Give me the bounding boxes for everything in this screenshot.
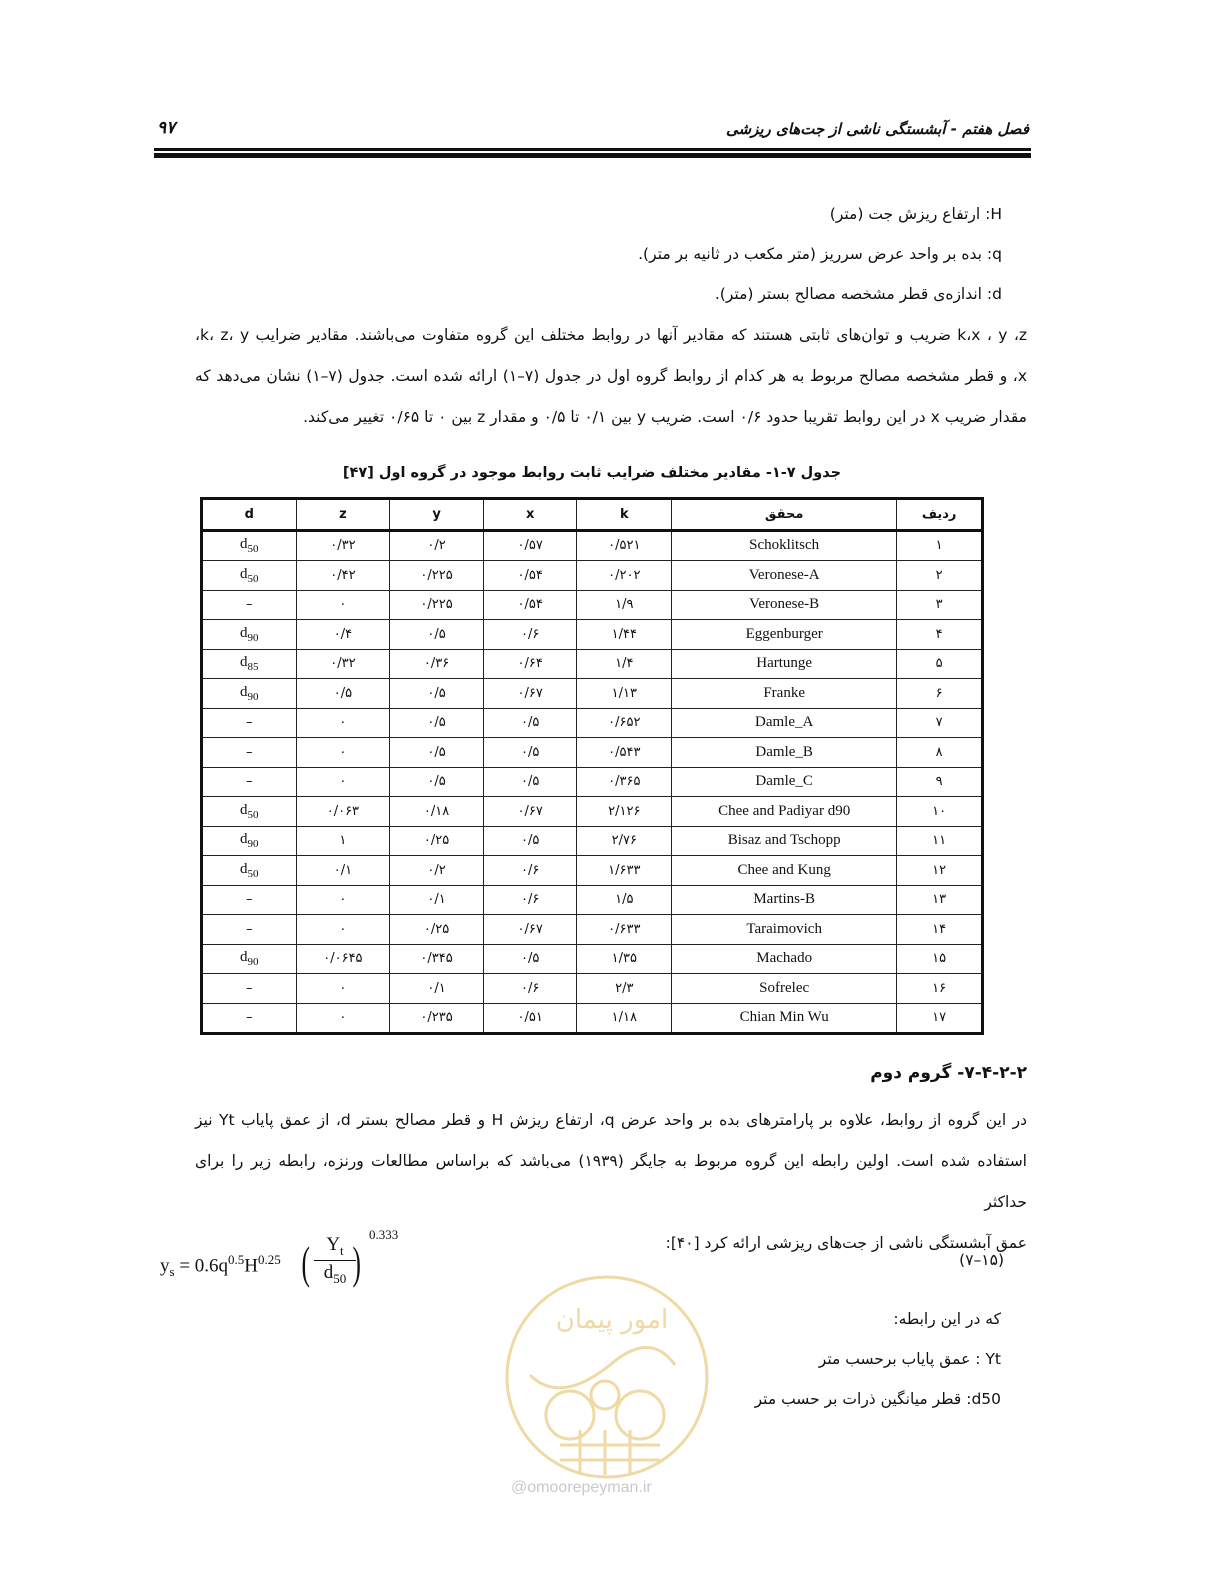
cell-d	[202, 530, 297, 561]
cell-row-number: ۱۳	[897, 885, 983, 915]
fraction-bar	[314, 1260, 356, 1261]
cell-x: ۰/۵۴	[483, 561, 577, 591]
cell-z: ۰	[296, 915, 390, 945]
d-subscript: 90	[247, 631, 259, 644]
cell-d	[202, 944, 297, 974]
coefficients-table	[200, 497, 984, 1035]
cell-researcher: Bisaz and Tschopp	[672, 826, 897, 856]
cell-z: ۰/۰۶۴۵	[296, 944, 390, 974]
cell-z: ۰/۳۲	[296, 649, 390, 679]
cell-row-number: ۱۱	[897, 826, 983, 856]
watermark-gear-left	[546, 1391, 594, 1439]
cell-row-number: ۷	[897, 708, 983, 738]
paragraph-1-line-3: مقدار ضریب x در این روابط تقریبا حدود ۰/۶ است. ضریب y بین ۰/۱ تا ۰/۵ و مقدار z بین ۰ تا ۰/۶۵ تغییر می‌کند.	[303, 408, 1027, 426]
table-row	[202, 590, 983, 620]
cell-d	[202, 826, 297, 856]
paragraph-2-line-1: در این گروه از روابط، علاوه بر پارامترهای بده بر واحد عرض q، ارتفاع ریزش H و قطر مصالح بستر d، از عمق پایاب Yt نیز	[195, 1111, 1027, 1129]
cell-k: ۰/۵۲۱	[577, 530, 672, 561]
watermark-logo-text: امور پیمان	[555, 1305, 669, 1335]
cell-x: ۰/۵	[483, 738, 577, 768]
cell-k: ۰/۲۰۲	[577, 561, 672, 591]
d-symbol: d	[240, 831, 248, 848]
cell-row-number: ۴	[897, 620, 983, 650]
where-intro: که در این رابطه:	[893, 1310, 1001, 1328]
cell-y: ۰/۱	[390, 885, 484, 915]
den-var: d	[323, 1261, 334, 1283]
cell-x: ۰/۵	[483, 944, 577, 974]
cell-y: ۰/۲۵	[390, 826, 484, 856]
cell-researcher: Sofrelec	[672, 974, 897, 1004]
paragraph-1	[195, 315, 1027, 438]
header-researcher: محقق	[672, 499, 897, 531]
table-row	[202, 649, 983, 679]
cell-researcher: Machado	[672, 944, 897, 974]
cell-z: ۰/۰۶۳	[296, 797, 390, 827]
cell-y: ۰/۵	[390, 620, 484, 650]
cell-d: –	[202, 974, 297, 1004]
d-symbol: d	[240, 624, 248, 641]
cell-researcher: Hartunge	[672, 649, 897, 679]
fraction-denominator	[312, 1262, 358, 1287]
cell-x: ۰/۶۷	[483, 797, 577, 827]
cell-d	[202, 856, 297, 886]
fraction-numerator	[312, 1234, 358, 1259]
cell-d: –	[202, 767, 297, 797]
cell-z: ۱	[296, 826, 390, 856]
cell-d: –	[202, 590, 297, 620]
cell-x: ۰/۶۷	[483, 679, 577, 709]
cell-x: ۰/۶۴	[483, 649, 577, 679]
cell-row-number: ۶	[897, 679, 983, 709]
cell-z: ۰/۴۲	[296, 561, 390, 591]
cell-d: –	[202, 885, 297, 915]
watermark-gear-center	[591, 1381, 619, 1409]
cell-y: ۰/۵	[390, 767, 484, 797]
d-symbol: d	[240, 565, 248, 582]
cell-researcher: Eggenburger	[672, 620, 897, 650]
cell-y: ۰/۲۵	[390, 915, 484, 945]
formula-lhs	[160, 1252, 281, 1280]
cell-y: ۰/۲	[390, 856, 484, 886]
definition-d: d: اندازه‌ی قطر مشخصه مصالح بستر (متر).	[714, 285, 1002, 303]
cell-d: –	[202, 738, 297, 768]
table-row	[202, 944, 983, 974]
cell-researcher: Damle_A	[672, 708, 897, 738]
cell-k: ۰/۵۴۳	[577, 738, 672, 768]
table-row	[202, 856, 983, 886]
cell-researcher: Taraimovich	[672, 915, 897, 945]
d-symbol: d	[240, 654, 248, 671]
equation-number: (۷–۱۵)	[959, 1251, 1004, 1269]
cell-row-number: ۱۰	[897, 797, 983, 827]
cell-row-number: ۱۵	[897, 944, 983, 974]
cell-x: ۰/۵۴	[483, 590, 577, 620]
cell-d	[202, 649, 297, 679]
cell-z: ۰	[296, 1003, 390, 1034]
cell-y: ۰/۲۲۵	[390, 561, 484, 591]
cell-z: ۰	[296, 590, 390, 620]
cell-y: ۰/۱۸	[390, 797, 484, 827]
cell-k: ۱/۴	[577, 649, 672, 679]
d-subscript: 50	[247, 867, 259, 880]
cell-z: ۰/۱	[296, 856, 390, 886]
cell-row-number: ۵	[897, 649, 983, 679]
cell-x: ۰/۶	[483, 856, 577, 886]
cell-z: ۰/۳۲	[296, 530, 390, 561]
lhs-sub: s	[169, 1264, 175, 1280]
q-exponent: 0.5	[228, 1252, 245, 1267]
cell-x: ۰/۶	[483, 620, 577, 650]
table-row	[202, 826, 983, 856]
paragraph-2-line-2: استفاده شده است. اولین رابطه این گروه مربوط به جایگر (۱۹۳۹) می‌باشد که براساس مطالعات ورنزه، رابطه زیر را برای حداکثر	[195, 1152, 1027, 1211]
cell-y: ۰/۵	[390, 679, 484, 709]
cell-x: ۰/۶	[483, 885, 577, 915]
table-row	[202, 1003, 983, 1034]
header-d: d	[202, 499, 297, 531]
table-row	[202, 974, 983, 1004]
cell-k: ۱/۳۵	[577, 944, 672, 974]
table-row	[202, 915, 983, 945]
table-caption: جدول ۷-۱- مقادیر مختلف ضرایب ثابت روابط موجود در گروه اول [۴۷]	[342, 465, 842, 481]
left-paren: (	[301, 1237, 310, 1288]
cell-k: ۱/۱۸	[577, 1003, 672, 1034]
cell-d	[202, 797, 297, 827]
header-rule-thick	[154, 153, 1031, 158]
cell-row-number: ۸	[897, 738, 983, 768]
where-d50: d50: قطر میانگین ذرات بر حسب متر	[754, 1390, 1001, 1408]
cell-researcher: Franke	[672, 679, 897, 709]
d-symbol: d	[240, 801, 248, 818]
cell-y: ۰/۳۴۵	[390, 944, 484, 974]
cell-z: ۰/۵	[296, 679, 390, 709]
cell-researcher: Chee and Padiyar d90	[672, 797, 897, 827]
cell-z: ۰	[296, 974, 390, 1004]
page-number: ۹۷	[157, 118, 176, 138]
cell-researcher: Chian Min Wu	[672, 1003, 897, 1034]
table-row	[202, 767, 983, 797]
section-heading: ۷-۴-۲-۲- گروم دوم	[870, 1063, 1027, 1083]
cell-k: ۱/۴۴	[577, 620, 672, 650]
header-x: x	[483, 499, 577, 531]
cell-z: ۰	[296, 885, 390, 915]
cell-d: –	[202, 915, 297, 945]
cell-row-number: ۹	[897, 767, 983, 797]
d-symbol: d	[240, 949, 248, 966]
paragraph-2-line-3: عمق آبشستگی ناشی از جت‌های ریزشی ارائه کرد [۴۰]:	[665, 1234, 1027, 1252]
cell-row-number: ۱۲	[897, 856, 983, 886]
table-header-row	[202, 499, 983, 531]
cell-researcher: Damle_B	[672, 738, 897, 768]
cell-row-number: ۳	[897, 590, 983, 620]
cell-k: ۱/۶۳۳	[577, 856, 672, 886]
cell-z: ۰	[296, 767, 390, 797]
table-row	[202, 530, 983, 561]
header-z: z	[296, 499, 390, 531]
cell-row-number: ۱۶	[897, 974, 983, 1004]
d-subscript: 90	[247, 956, 259, 969]
coef: = 0.6q	[174, 1255, 229, 1277]
cell-k: ۲/۳	[577, 974, 672, 1004]
cell-d	[202, 679, 297, 709]
cell-researcher: Schoklitsch	[672, 530, 897, 561]
h-var: H	[244, 1255, 259, 1277]
cell-x: ۰/۵	[483, 708, 577, 738]
cell-k: ۰/۶۵۲	[577, 708, 672, 738]
cell-k: ۰/۳۶۵	[577, 767, 672, 797]
fraction	[312, 1234, 361, 1288]
chapter-title: فصل هفتم - آبشستگی ناشی از جت‌های ریزشی	[726, 120, 1029, 138]
outer-exponent: 0.333	[369, 1227, 399, 1242]
h-exponent: 0.25	[258, 1252, 281, 1267]
num-var: Y	[326, 1234, 341, 1255]
cell-row-number: ۱۴	[897, 915, 983, 945]
cell-researcher: Veronese-B	[672, 590, 897, 620]
where-yt: Yt : عمق پایاب برحسب متر	[818, 1350, 1001, 1368]
cell-y: ۰/۲۳۵	[390, 1003, 484, 1034]
cell-z: ۰/۴	[296, 620, 390, 650]
paragraph-1-line-1: k،x ، y ،z ضریب و توان‌های ثابتی هستند که مقادیر آنها در روابط مختلف این گروه متفاوت می‌باشند. مقادیر ضرایب k، z، y،	[195, 326, 1027, 344]
cell-k: ۱/۵	[577, 885, 672, 915]
d-subscript: 50	[247, 808, 259, 821]
table-row	[202, 708, 983, 738]
cell-x: ۰/۶۷	[483, 915, 577, 945]
table-row	[202, 797, 983, 827]
definition-q: q: بده بر واحد عرض سرریز (متر مکعب در ثانیه بر متر).	[638, 245, 1002, 263]
watermark-url: @omoorepeyman.ir	[511, 1479, 652, 1496]
cell-x: ۰/۵۱	[483, 1003, 577, 1034]
table-row	[202, 561, 983, 591]
d-symbol: d	[240, 860, 248, 877]
num-sub: t	[340, 1242, 344, 1258]
table-row	[202, 738, 983, 768]
cell-y: ۰/۵	[390, 708, 484, 738]
d-subscript: 50	[247, 543, 259, 556]
cell-y: ۰/۲	[390, 530, 484, 561]
cell-k: ۲/۱۲۶	[577, 797, 672, 827]
cell-x: ۰/۵	[483, 767, 577, 797]
cell-researcher: Veronese-A	[672, 561, 897, 591]
cell-k: ۲/۷۶	[577, 826, 672, 856]
cell-d	[202, 620, 297, 650]
cell-k: ۱/۹	[577, 590, 672, 620]
table-row	[202, 620, 983, 650]
cell-y: ۰/۳۶	[390, 649, 484, 679]
cell-x: ۰/۶	[483, 974, 577, 1004]
cell-y: ۰/۱	[390, 974, 484, 1004]
table-row	[202, 885, 983, 915]
d-symbol: d	[240, 536, 248, 553]
cell-researcher: Damle_C	[672, 767, 897, 797]
d-subscript: 85	[247, 661, 259, 674]
cell-z: ۰	[296, 738, 390, 768]
header-k: k	[577, 499, 672, 531]
header-y: y	[390, 499, 484, 531]
header-rule-thin	[154, 148, 1031, 151]
header-row-number: ردیف	[897, 499, 983, 531]
d-symbol: d	[240, 683, 248, 700]
right-paren: )	[352, 1237, 361, 1288]
cell-row-number: ۱	[897, 530, 983, 561]
cell-x: ۰/۵	[483, 826, 577, 856]
cell-y: ۰/۲۲۵	[390, 590, 484, 620]
cell-z: ۰	[296, 708, 390, 738]
cell-x: ۰/۵۷	[483, 530, 577, 561]
definition-h: H: ارتفاع ریزش جت (متر)	[829, 205, 1002, 223]
watermark-logo	[500, 1270, 715, 1485]
cell-d: –	[202, 1003, 297, 1034]
den-sub: 50	[333, 1270, 347, 1286]
cell-row-number: ۱۷	[897, 1003, 983, 1034]
table-row	[202, 679, 983, 709]
lhs-var: y	[160, 1255, 170, 1277]
cell-researcher: Martins-B	[672, 885, 897, 915]
cell-row-number: ۲	[897, 561, 983, 591]
cell-y: ۰/۵	[390, 738, 484, 768]
d-subscript: 90	[247, 690, 259, 703]
cell-k: ۰/۶۳۳	[577, 915, 672, 945]
watermark-gear-right	[616, 1391, 664, 1439]
cell-k: ۱/۱۳	[577, 679, 672, 709]
d-subscript: 90	[247, 838, 259, 851]
cell-d	[202, 561, 297, 591]
paragraph-1-line-2: x، و قطر مشخصه مصالح مربوط به هر کدام از روابط گروه اول در جدول (۷–۱) ارائه شده است. جدول (۷–۱) نشان می‌دهد که	[195, 367, 1027, 385]
d-subscript: 50	[247, 572, 259, 585]
cell-d: –	[202, 708, 297, 738]
cell-researcher: Chee and Kung	[672, 856, 897, 886]
